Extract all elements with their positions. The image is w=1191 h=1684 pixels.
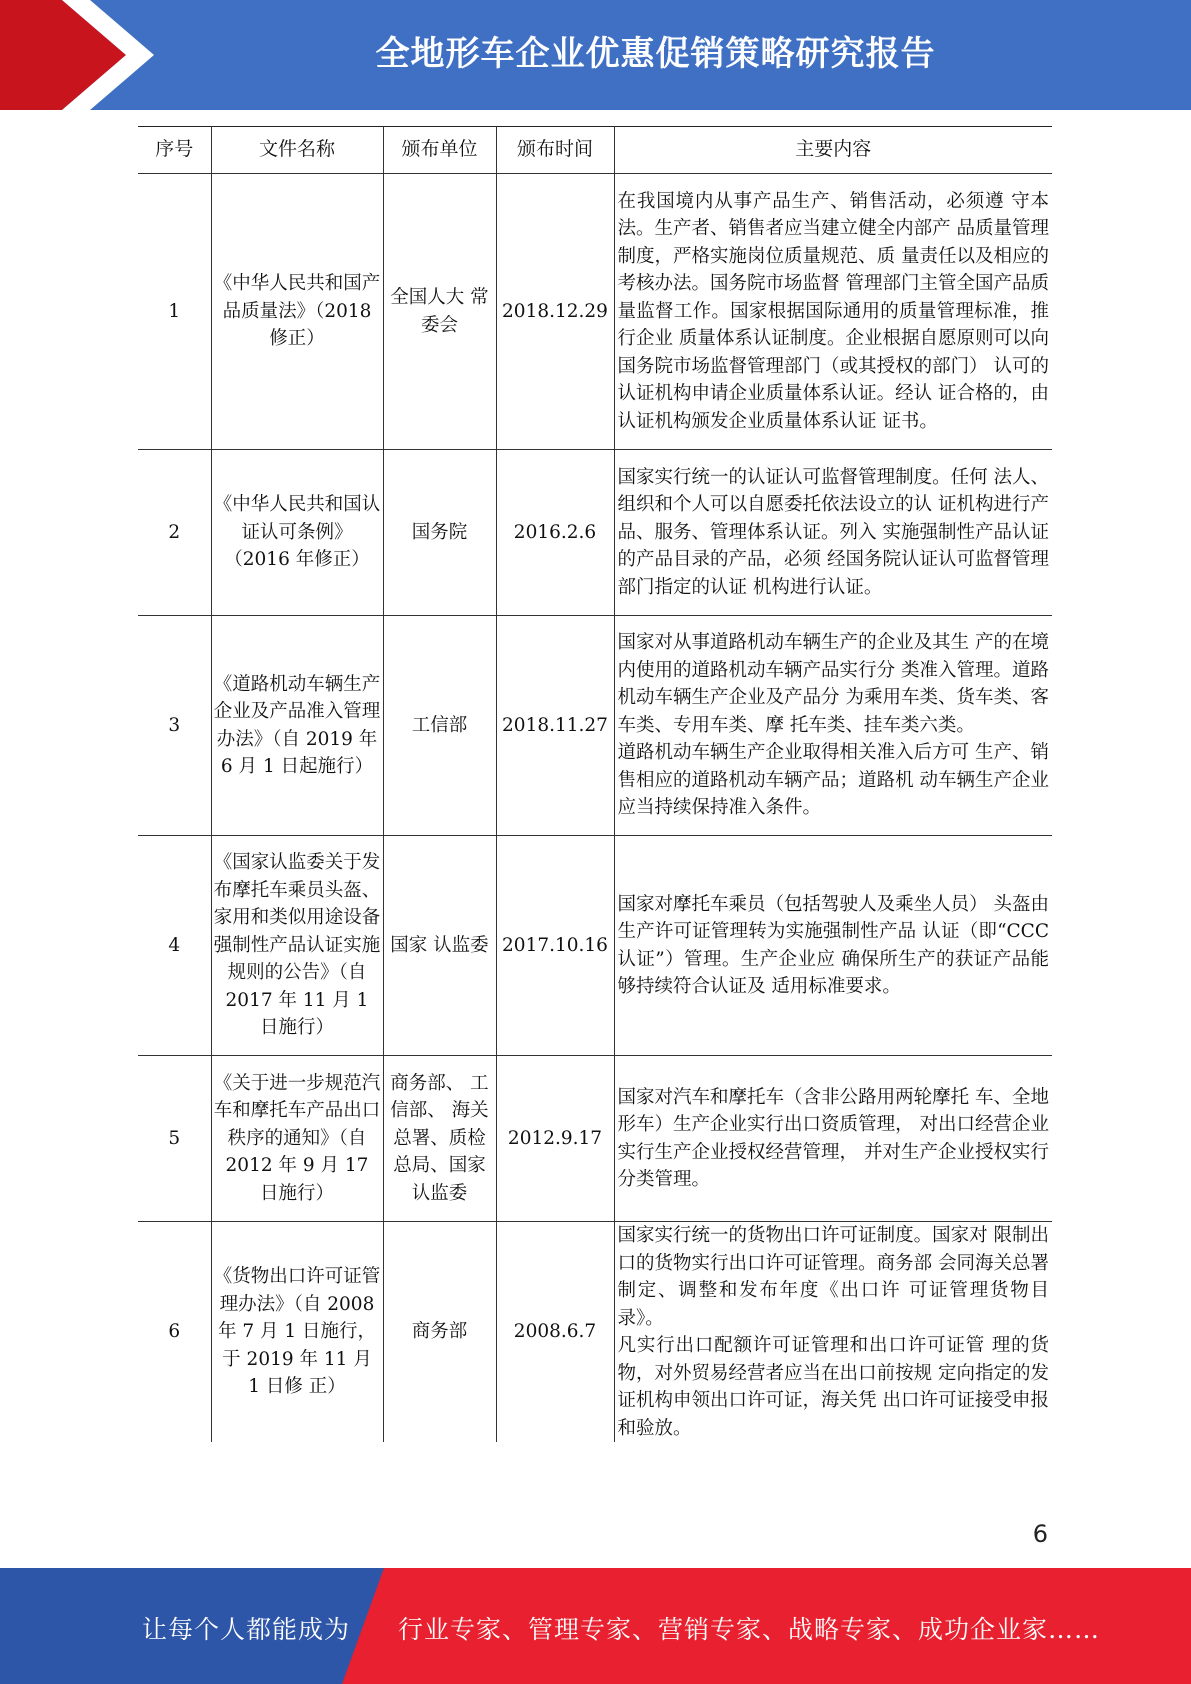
document-name: 《中华人民共和国认证认可条例》（2016 年修正）	[211, 450, 383, 616]
document-name: 《关于进一步规范汽车和摩托车产品出口秩序的通知》（自 2012 年 9 月 17 日施行）	[211, 1056, 383, 1222]
content-paragraph: 在我国境内从事产品生产、销售活动，必须遵 守本法。生产者、销售者应当建立健全内部产 品质量管理制度，严格实施岗位质量规范、质 量责任以及相应的考核办法。国务院市场监督 管理部门主管全国产品质量监督工作。国家根据国际通用的质量管理标准，推行企业 质量体系认证制度。企业根据自愿原则可以向 国务院市场监督管理部门（或其授权的部门） 认可的认证机构申请企业质量体系认证。经认 证合格的，由认证机构颁发企业质量体系认证 证书。	[617, 190, 1049, 432]
main-content	[614, 450, 1052, 616]
column-header-issuer: 颁布单位	[383, 127, 496, 174]
column-header-date: 颁布时间	[496, 127, 614, 174]
table-header-row	[138, 127, 1052, 174]
table-row	[138, 174, 1052, 450]
main-content	[614, 1222, 1052, 1443]
content-paragraph: 国家对汽车和摩托车（含非公路用两轮摩托 车、全地形车）生产企业实行出口资质管理， 对出口经营企业实行生产企业授权经营管理， 并对生产企业授权实行分类管理。	[617, 1086, 1049, 1190]
header-red-chevron	[0, 0, 130, 110]
table-row	[138, 1056, 1052, 1222]
content-paragraph: 国家对摩托车乘员（包括驾驶人及乘坐人员） 头盔由生产许可证管理转为实施强制性产品 认证（即“CCC 认证”）管理。生产企业应 确保所生产的获证产品能够持续符合认证及 适用标准要求。	[617, 893, 1049, 997]
main-content	[614, 836, 1052, 1056]
row-number: 1	[138, 174, 211, 450]
row-number: 6	[138, 1222, 211, 1443]
row-number: 4	[138, 836, 211, 1056]
regulation-table	[138, 126, 1052, 1442]
table-row	[138, 616, 1052, 836]
page-number: 6	[1032, 1520, 1048, 1548]
table-row	[138, 450, 1052, 616]
footer-banner	[0, 1568, 1191, 1684]
column-header-content: 主要内容	[614, 127, 1052, 174]
issue-date: 2012.9.17	[496, 1056, 614, 1222]
row-number: 2	[138, 450, 211, 616]
issuing-body: 商务部、 工信部、 海关总署、质检总局、国家认监委	[383, 1056, 496, 1222]
issue-date: 2018.11.27	[496, 616, 614, 836]
issue-date: 2008.6.7	[496, 1222, 614, 1443]
document-name: 《国家认监委关于发布摩托车乘员头盔、家用和类似用途设备强制性产品认证实施规则的公告》（自 2017 年 11 月 1 日施行）	[211, 836, 383, 1056]
table-row	[138, 1222, 1052, 1443]
content-paragraph: 国家实行统一的货物出口许可证制度。国家对 限制出口的货物实行出口许可证管理。商务部 会同海关总署制定、调整和发布年度《出口许 可证管理货物目录》。	[617, 1225, 1049, 1329]
content-paragraph: 国家对从事道路机动车辆生产的企业及其生 产的在境内使用的道路机动车辆产品实行分 类准入管理。道路机动车辆生产企业及产品分 为乘用车类、货车类、客车类、专用车类、摩 托车类、挂车类六类。	[617, 632, 1049, 736]
table-row	[138, 836, 1052, 1056]
row-number: 5	[138, 1056, 211, 1222]
document-name: 《道路机动车辆生产企业及产品准入管理办法》（自 2019 年 6 月 1 日起施行）	[211, 616, 383, 836]
column-header-name: 文件名称	[211, 127, 383, 174]
issuing-body: 全国人大 常委会	[383, 174, 496, 450]
footer-slogan-right: 行业专家、管理专家、营销专家、战略专家、成功企业家……	[398, 1615, 1101, 1644]
content-paragraph: 凡实行出口配额许可证管理和出口许可证管 理的货物，对外贸易经营者应当在出口前按规 定向指定的发证机构申领出口许可证，海关凭 出口许可证接受申报和验放。	[617, 1335, 1049, 1439]
issue-date: 2017.10.16	[496, 836, 614, 1056]
issuing-body: 商务部	[383, 1222, 496, 1443]
header-banner	[0, 0, 1191, 110]
issue-date: 2018.12.29	[496, 174, 614, 450]
content-paragraph: 国家实行统一的认证认可监督管理制度。任何 法人、组织和个人可以自愿委托依法设立的认 证机构进行产品、服务、管理体系认证。列入 实施强制性产品认证的产品目录的产品，必须 经国务院认证认可监督管理部门指定的认证 机构进行认证。	[617, 466, 1049, 598]
issuing-body: 工信部	[383, 616, 496, 836]
document-name: 《货物出口许可证管理办法》（自 2008 年 7 月 1 日施行，于 2019 年 11 月 1 日修 正）	[211, 1222, 383, 1443]
document-name: 《中华人民共和国产品质量法》（2018 修正）	[211, 174, 383, 450]
main-content	[614, 616, 1052, 836]
content-paragraph: 道路机动车辆生产企业取得相关准入后方可 生产、销售相应的道路机动车辆产品；道路机 动车辆生产企业应当持续保持准入条件。	[617, 742, 1049, 819]
issue-date: 2016.2.6	[496, 450, 614, 616]
footer-slogan-left: 让每个人都能成为	[142, 1615, 351, 1644]
row-number: 3	[138, 616, 211, 836]
issuing-body: 国家 认监委	[383, 836, 496, 1056]
issuing-body: 国务院	[383, 450, 496, 616]
main-content	[614, 174, 1052, 450]
main-content	[614, 1056, 1052, 1222]
page-title: 全地形车企业优惠促销策略研究报告	[375, 34, 936, 74]
column-header-no: 序号	[138, 127, 211, 174]
